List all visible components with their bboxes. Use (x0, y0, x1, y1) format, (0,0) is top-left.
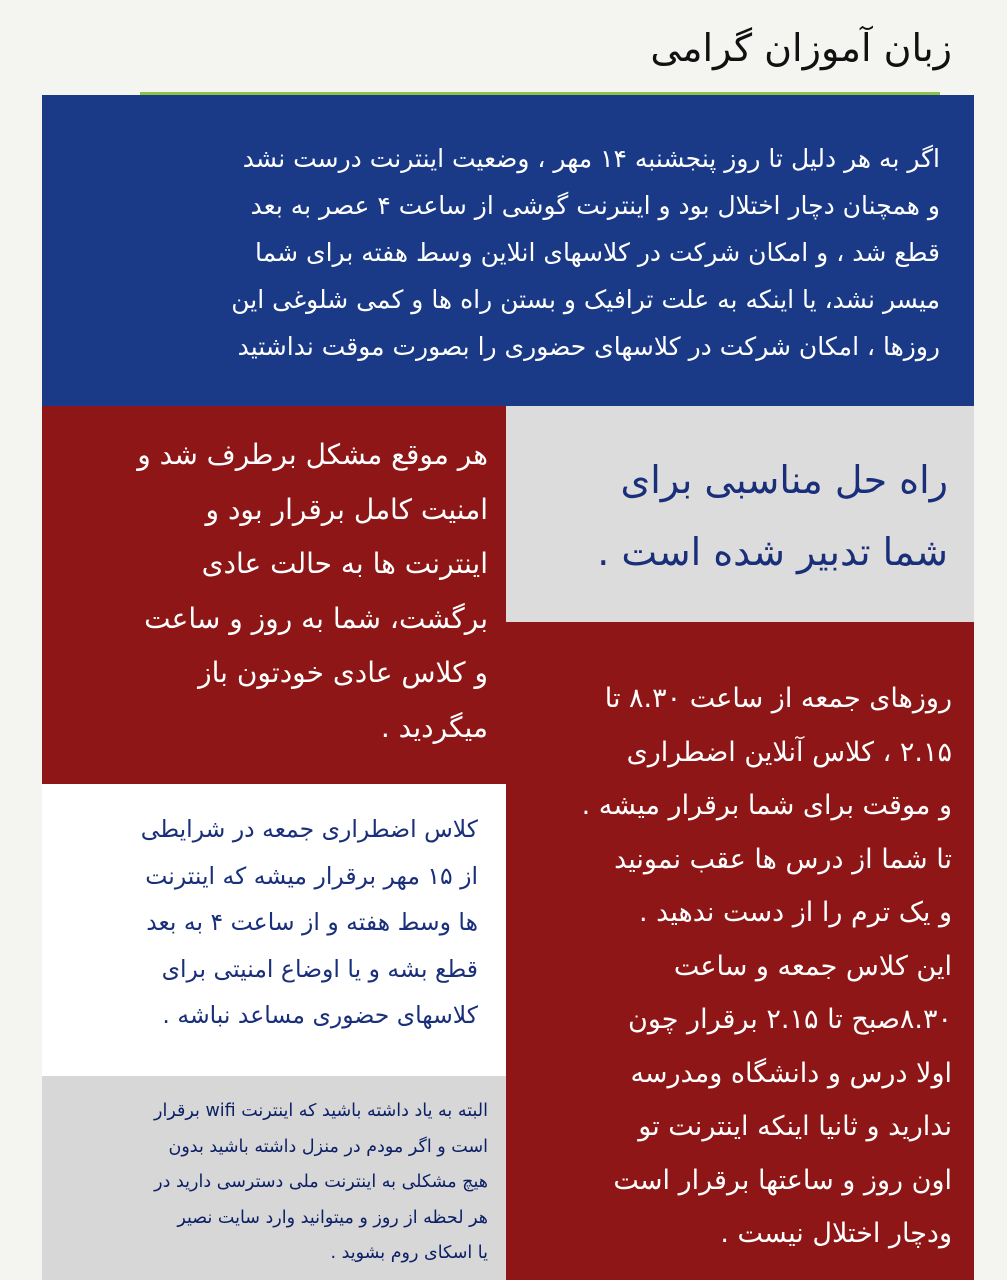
friday-class-line: ۲.۱۵ ، کلاس آنلاین اضطراری (626, 736, 952, 768)
wifi-note-line: یا اسکای روم بشوید . (330, 1243, 488, 1263)
friday-class-line: و یک ترم را از دست ندهید . (639, 897, 952, 928)
notice-line: اگر به هر دلیل تا روز پنجشنبه ۱۴ مهر ، وضعیت اینترنت درست نشد (242, 144, 940, 173)
page-title: زبان آموزان گرامی (650, 26, 952, 70)
conditions-line: ها وسط هفته و از ساعت ۴ به بعد (146, 908, 478, 936)
return-info-line: و کلاس عادی خودتون باز (198, 656, 488, 689)
wifi-note-line: است و اگر مودم در منزل داشته باشید بدون (168, 1136, 488, 1157)
return-info-line: هر موقع مشکل برطرف شد و (137, 438, 488, 471)
friday-class-line: تا شما از درس ها عقب نمونید (614, 843, 952, 875)
notice-line: قطع شد ، و امکان شرکت در کلاسهای انلاین وسط هفته برای شما (255, 238, 940, 267)
conditions-panel (42, 784, 506, 1076)
solution-line: راه حل مناسبی برای (620, 458, 948, 502)
friday-class-line: ودچار اختلال نیست . (720, 1218, 952, 1249)
friday-class-line: اولا درس و دانشگاه ومدرسه (630, 1057, 952, 1089)
conditions-line: از ۱۵ مهر برقرار میشه که اینترنت (145, 861, 478, 890)
notice-line: میسر نشد، یا اینکه به علت ترافیک و بستن راه ها و کمی شلوغی این (231, 285, 940, 314)
return-info-line: میگردید . (380, 710, 488, 744)
conditions-line: قطع بشه و یا اوضاع امنیتی برای (161, 954, 478, 983)
friday-class-line: ندارید و ثانیا اینکه اینترنت تو (638, 1111, 952, 1142)
wifi-note-line: البته به یاد داشته باشید که اینترنت wifi برقرار (154, 1101, 488, 1121)
friday-class-line: اون روز و ساعتها برقرار است (613, 1164, 952, 1196)
conditions-line: کلاسهای حضوری مساعد نباشه . (162, 1001, 478, 1029)
notice-line: و همچنان دچار اختلال بود و اینترنت گوشی از ساعت ۴ عصر به بعد (250, 191, 940, 220)
notice-line: روزها ، امکان شرکت در کلاسهای حضوری را بصورت موقت نداشتید (237, 332, 940, 361)
return-info-line: اینترنت ها به حالت عادی (201, 547, 488, 580)
wifi-note-line: هیچ مشکلی به اینترنت ملی دسترسی دارید در (154, 1172, 488, 1192)
wifi-note-panel (42, 1076, 506, 1280)
solution-panel (506, 406, 974, 622)
conditions-line: کلاس اضطراری جمعه در شرایطی (140, 815, 478, 843)
friday-class-line: و موقت برای شما برقرار میشه . (581, 790, 952, 821)
return-info-line: برگشت، شما به روز و ساعت (144, 601, 488, 635)
friday-class-line: ۸.۳۰صبح تا ۲.۱۵ برقرار چون (628, 1004, 952, 1035)
solution-line: شما تدبیر شده است . (597, 530, 948, 574)
wifi-note-line: هر لحظه از روز و میتوانید وارد سایت نصیر (177, 1207, 488, 1228)
return-info-panel (42, 406, 506, 784)
notice-panel (42, 95, 974, 406)
friday-class-panel (506, 622, 974, 1280)
friday-class-line: این کلاس جمعه و ساعت (673, 950, 952, 982)
friday-class-line: روزهای جمعه از ساعت ۸.۳۰ تا (604, 683, 952, 714)
return-info-line: امنیت کامل برقرار بود و (205, 492, 488, 526)
